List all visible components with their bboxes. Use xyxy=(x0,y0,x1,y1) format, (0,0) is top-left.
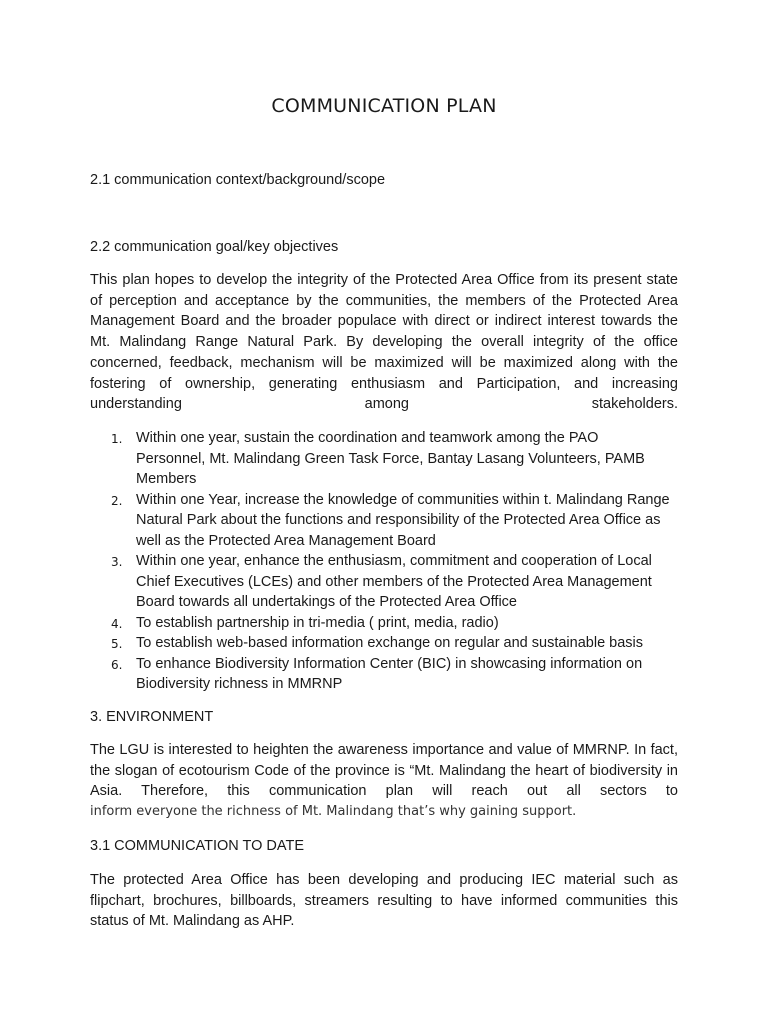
environment-paragraph: The LGU is interested to heighten the awareness importance and value of MMRNP. In fact, the slogan of ecotourism Code of the province is “Mt. Malindang the heart of biodiversity in Asia. Therefore, this communication plan will reach out all sectors to xyxy=(90,742,678,800)
list-item-text: To enhance Biodiversity Information Center (BIC) in showcasing information on Biodiversity richness in MMRNP xyxy=(136,655,643,692)
goal-paragraph: This plan hopes to develop the integrity of the Protected Area Office from its present state of perception and acceptance by the communities, the members of the Protected Area Management Board and the broader populace with direct or indirect interest towards the Mt. Malindang Range Natural Park. By developing the overall integrity of the office concerned, feedback, mechanism will be maximized will be maximized along with the fostering of ownership, generating enthusiasm and Participation, and increasing understanding among stakeholders. xyxy=(90,272,678,413)
to-date-paragraph: The protected Area Office has been developing and producing IEC material such as flipchart, brochures, billboards, streamers resulting to have informed communities this status of Mt. Malindang as AHP. xyxy=(90,872,678,930)
objectives-list xyxy=(90,428,670,695)
section-3-heading: 3. ENVIRONMENT xyxy=(90,709,214,725)
list-item-text: To establish web-based information exchange on regular and sustainable basis xyxy=(136,635,644,651)
list-item-text: Within one year, enhance the enthusiasm, commitment and cooperation of Local Chief Executives (LCEs) and other members of the Protected Area Management Board towards all undertakings of the Protected Area Office xyxy=(136,553,652,610)
list-item xyxy=(90,490,670,552)
list-item xyxy=(90,654,670,695)
list-item-number: 6. xyxy=(111,657,123,672)
list-item-number: 1. xyxy=(111,432,123,446)
list-item xyxy=(90,428,670,490)
list-item-number: 2. xyxy=(111,493,123,508)
list-item xyxy=(90,551,670,613)
list-item-number: 3. xyxy=(111,555,123,569)
list-item xyxy=(90,613,670,634)
list-item-number: 4. xyxy=(111,616,123,631)
list-item-number: 5. xyxy=(111,637,123,651)
page-title: COMMUNICATION PLAN xyxy=(271,95,497,117)
list-item-text: Within one Year, increase the knowledge of communities within t. Malindang Range Natural Park about the functions and responsibility of the Protected Area Office as well as the Protected Area Management Board xyxy=(136,491,670,549)
section-2-2-heading: 2.2 communication goal/key objectives xyxy=(90,239,339,255)
list-item-text: To establish partnership in tri-media ( print, media, radio) xyxy=(136,614,499,631)
list-item xyxy=(90,633,670,654)
section-2-1-heading: 2.1 communication context/background/scope xyxy=(90,172,386,188)
list-item-text: Within one year, sustain the coordination and teamwork among the PAO Personnel, Mt. Malindang Green Task Force, Bantay Lasang Volunteers, PAMB Members xyxy=(136,430,645,487)
environment-paragraph-last-line: inform everyone the richness of Mt. Malindang that’s why gaining support. xyxy=(90,804,577,819)
section-3-1-heading: 3.1 COMMUNICATION TO DATE xyxy=(90,838,305,854)
